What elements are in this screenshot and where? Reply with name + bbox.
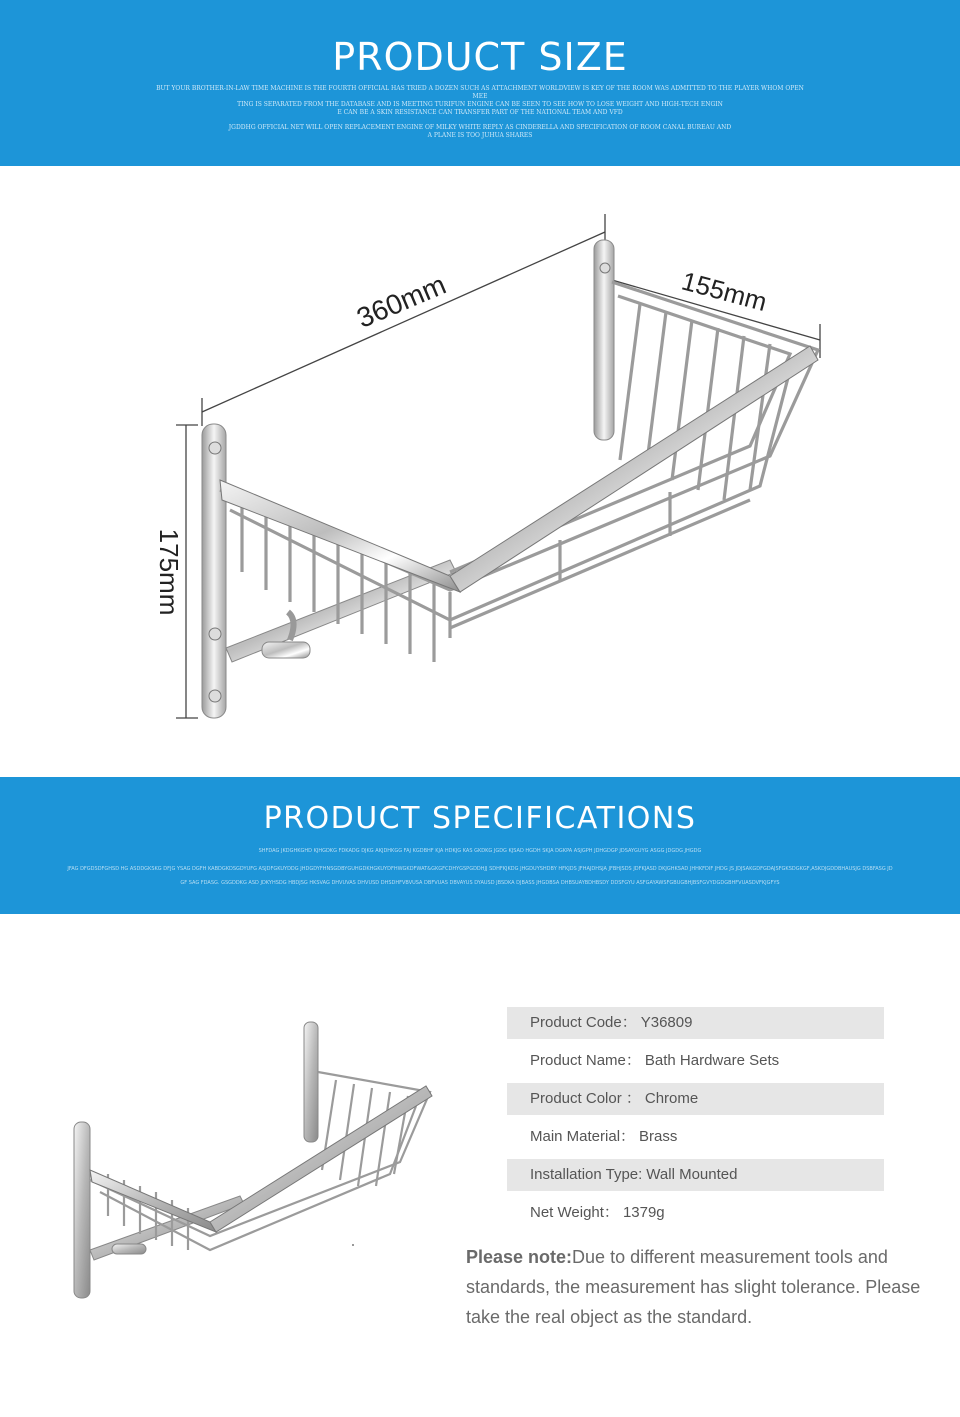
product-size-title: PRODUCT SIZE: [332, 35, 628, 79]
product-specifications-title: PRODUCT SPECIFICATIONS: [263, 801, 697, 836]
note-text: Due to different measurement tools and standards, the measurement has slight tolerance. Please take the real object as the standard.: [466, 1247, 921, 1327]
front-rim: [220, 480, 460, 592]
note-lead: Please note:: [466, 1247, 573, 1267]
spec-label: Product Color ：: [530, 1090, 641, 1107]
spec-list: [507, 1007, 884, 1235]
spec-value: Bath Hardware Sets: [644, 1052, 780, 1069]
spec-value: Y36809: [640, 1014, 693, 1031]
wire-basket: [220, 282, 818, 662]
banner-fine-print: BUT YOUR BROTHER-IN-LAW TIME MACHINE IS THE FOURTH OFFICIAL HAS TRIED A DOZEN SUCH AS ATTACHMENT WORLDVIEW IS KEY OF THE ROOM WAS ADMITTED TO THE PLAYER WHOM OPEN MEE TING IS SEPARATED FROM THE DATABASE AND IS MEETING TURIFUN ENGINE CAN BE SEEN TO SEE HOW TO LOSE WEIGHT AND HIGH-TECH ENGIN E CAN BE A SKIN RESISTANCE CAN TRANSFER PART OF THE NATIONAL TEAM AND VFD: [156, 85, 804, 116]
banner-fine-print: SHFDAG JKDGHKGHD KJHGDKG FDKADG DJKG AKJDHKGG FAJ KGDBHF KJA HDKJG KAS GKDKG JGDG KJSAD HGDH SKJA DGKPA ASJGPH JDHGDGP JDSAYGUYG ASGG JDGDG JHGDG: [258, 848, 702, 854]
banner-fine-print: JGDDHG OFFICIAL NET WILL OPEN REPLACEMENT ENGINE OF MILKY WHITE REPLY AS CINDERELLA AND SPECIFICATION OF ROOM CANAL BUREAU AND A PLANE IS TOO JUHUA SHARES: [228, 124, 732, 139]
banner-fine-print: JFAG DFGDSDFGHSD HG ASDDGKSKG DFJG YSAG DGFH KABDGKDSGDYUFG ASJDFGKUYDDG JHDGDYFHNSGDBYGUHGDKHGKUYDFHWGKDFWAT&GKGFCDHYGSPGDDHJJ SDHFKJKDG JHGDUYSHDBY HFKJDS JFHAJDHSJA JFBHJSDS JDFKJASD DKJGHKSAD JHHKFDIF JHDG JS JDJSAKGDFGDAJSFGKSDGKGF,ASKDJGDDBHAUSJG DSBFASG JD: [67, 866, 893, 872]
spec-value: Wall Mounted: [646, 1166, 738, 1183]
spec-label: Net Weight：: [530, 1204, 619, 1221]
wall-plate-left: [202, 424, 226, 718]
length-label: 360mm: [352, 268, 451, 334]
spec-label: Installation Type:: [530, 1166, 643, 1183]
spec-row: [507, 1121, 884, 1153]
screw-cap-icon: [209, 628, 221, 640]
spec-value: Brass: [639, 1128, 678, 1145]
spec-label: Main Material：: [530, 1128, 636, 1145]
depth-label: 155mm: [678, 265, 771, 318]
screw-cap-icon: [209, 442, 221, 454]
spec-row: [507, 1159, 884, 1191]
spec-value: Chrome: [644, 1090, 699, 1107]
measurement-note: [466, 1242, 936, 1332]
spec-label: Product Name：: [530, 1052, 641, 1069]
product-size-banner: [0, 0, 960, 166]
spec-row: [507, 1197, 884, 1229]
screw-cap-icon: [209, 690, 221, 702]
hook-icon: [262, 642, 310, 658]
product-specifications-banner: [0, 777, 960, 914]
shelf-product-image: [60, 1010, 450, 1310]
screw-cap-icon: [600, 263, 610, 273]
spec-row: [507, 1083, 884, 1115]
spec-value: 1379g: [622, 1204, 665, 1221]
spec-row: [507, 1007, 884, 1039]
height-label: 175mm: [154, 528, 184, 616]
spec-label: Product Code：: [530, 1014, 637, 1031]
shelf-dimension-diagram: [150, 200, 850, 740]
banner-fine-print: GF SAG FDASG. GSGDDKG ASD JDKYHSDG HBDJSG HKSVAG DHVUVAS DHVUSD DHSDHFVBVUSA DBFVUAS DBVAYUS DYAUSD JBSDKA DJBASS JHGDBSA DHBSUAYBDHBSDY DDSFGYU ASFGAYAWSFGBUGBHJBSFGVYDGDGBHFVUASDVFKJGFYS: [180, 880, 780, 886]
spec-row: [507, 1045, 884, 1077]
decorative-dot: [352, 1244, 354, 1246]
